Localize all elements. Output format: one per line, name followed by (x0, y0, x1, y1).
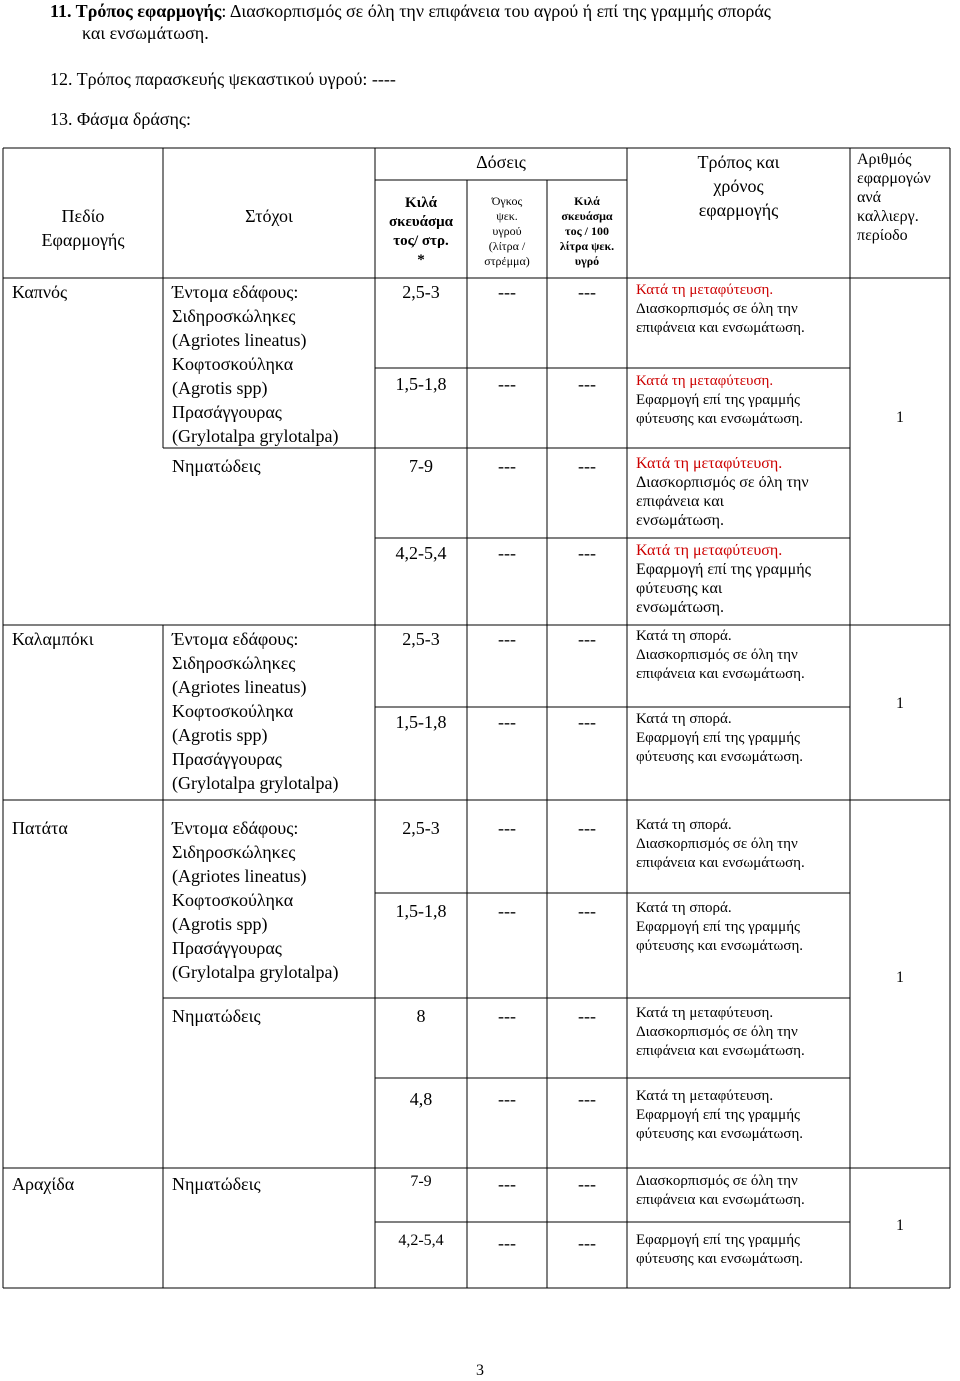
dose-volume: --- (498, 374, 516, 394)
method-line: Εφαρμογή επί της γραμμής (636, 561, 811, 578)
header-kg100 (547, 194, 627, 269)
dose-kg: 1,5-1,8 (395, 374, 447, 394)
header-kg-l3: τος/ στρ. (393, 233, 449, 249)
crop-tobacco: Καπνός (12, 282, 68, 302)
method-line: φύτευσης και ενσωμάτωση. (636, 411, 804, 427)
dose-kg100: --- (578, 712, 596, 732)
dose-volume: --- (498, 712, 516, 732)
method-line: Κατά τη μεταφύτευση. (636, 1088, 774, 1104)
dose-volume: --- (498, 901, 516, 921)
header-kg100-l1: Κιλά (574, 194, 600, 208)
method-line: επιφάνεια και ενσωμάτωση. (636, 1043, 805, 1059)
header-field-line1: Πεδίο (61, 206, 105, 226)
method-line: Κατά τη σπορά. (636, 817, 732, 833)
header-volume (467, 194, 547, 269)
pest-l4: Κοφτοσκούληκα (172, 701, 294, 721)
dose-kg: 1,5-1,8 (395, 901, 447, 921)
targets-potato (172, 816, 338, 984)
pest-l5: (Agrotis spp) (172, 378, 268, 398)
pest-l1: Έντομα εδάφους: (172, 282, 299, 302)
dose-kg: 2,5-3 (402, 282, 440, 302)
header-field-line2: Εφαρμογής (41, 230, 125, 250)
pest-l2: Σιδηροσκώληκες (172, 653, 296, 673)
method-line: Κατά τη σπορά. (636, 628, 732, 644)
dose-volume: --- (498, 1233, 516, 1253)
dose-kg100: --- (578, 456, 596, 476)
crop-potato: Πατάτα (12, 818, 68, 838)
dose-kg: 7-9 (410, 1173, 432, 1190)
method-line: επιφάνεια και ενσωμάτωση. (636, 320, 805, 336)
header-count-l5: περίοδο (857, 227, 908, 244)
header-count-l1: Αριθμός (857, 151, 912, 168)
method-cell (636, 541, 811, 617)
dose-volume: --- (498, 456, 516, 476)
dose-volume: --- (498, 282, 516, 302)
method-cell (636, 281, 805, 338)
header-volume-l4: (λίτρα / (488, 239, 526, 253)
method-cell (636, 454, 809, 530)
pest-l2: Σιδηροσκώληκες (172, 842, 296, 862)
method-line: φύτευσης και ενσωμάτωση. (636, 938, 804, 954)
pest-l6: Πρασάγγουρας (172, 938, 282, 958)
section-13: 13. Φάσμα δράσης: (50, 109, 192, 129)
count-corn: 1 (896, 695, 904, 712)
method-line: Εφαρμογή επί της γραμμής (636, 1107, 800, 1123)
method-line: φύτευσης και (636, 580, 723, 597)
method-line: φύτευσης και ενσωμάτωση. (636, 749, 804, 765)
dose-volume: --- (498, 629, 516, 649)
crop-corn: Καλαμπόκι (12, 629, 94, 649)
method-line: Κατά τη μεταφύτευση. (636, 373, 774, 389)
dose-volume: --- (498, 1006, 516, 1026)
pest-l6: Πρασάγγουρας (172, 749, 282, 769)
pest-l7: (Grylotalpa grylotalpa) (172, 426, 339, 446)
method-line: ενσωμάτωση. (636, 512, 725, 529)
dose-kg100: --- (578, 1174, 596, 1194)
pest-l3: (Agriotes lineatus) (172, 866, 307, 886)
method-line: Κατά τη μεταφύτευση. (636, 542, 783, 559)
pest-l1: Έντομα εδάφους: (172, 629, 299, 649)
method-line: Κατά τη σπορά. (636, 900, 732, 916)
header-kg-l4: * (417, 252, 425, 268)
method-line: φύτευσης και ενσωμάτωση. (636, 1251, 804, 1267)
method-line: Διασκορπισμός σε όλη την (636, 836, 798, 852)
header-targets: Στόχοι (245, 206, 293, 226)
dose-kg: 4,2-5,4 (395, 543, 447, 563)
method-cell (636, 372, 803, 429)
pest-l5: (Agrotis spp) (172, 914, 268, 934)
method-cell (636, 816, 805, 873)
section-12-label: 12. Τρόπος παρασκευής ψεκαστικού υγρού: (50, 69, 368, 89)
method-line: ενσωμάτωση. (636, 599, 725, 616)
header-field (3, 204, 163, 252)
method-line: Εφαρμογή επί της γραμμής (636, 730, 800, 746)
header-count-l3: ανά (857, 189, 881, 206)
header-count-l4: καλλιεργ. (857, 208, 919, 225)
dose-kg100: --- (578, 818, 596, 838)
dose-kg: 4,8 (409, 1089, 433, 1109)
dose-kg100: --- (578, 1089, 596, 1109)
method-cell (636, 627, 805, 684)
section-12-value: ---- (371, 69, 396, 89)
header-kg100-l3: τος / 100 (565, 224, 609, 238)
dose-kg100: --- (578, 1006, 596, 1026)
method-line: Κατά τη μεταφύτευση. (636, 282, 774, 298)
dose-volume: --- (498, 1089, 516, 1109)
section-11-label: 11. Τρόπος εφαρμογής (50, 1, 222, 21)
pest-l2: Σιδηροσκώληκες (172, 306, 296, 326)
header-volume-l2: ψεκ. (496, 209, 518, 223)
method-line: φύτευσης και ενσωμάτωση. (636, 1126, 804, 1142)
header-method (627, 150, 850, 222)
targets-peanut-nematodes: Νηματώδεις (172, 1174, 261, 1194)
section-11-cont: και ενσωμάτωση. (82, 23, 209, 43)
pest-l3: (Agriotes lineatus) (172, 330, 307, 350)
dose-volume: --- (498, 1174, 516, 1194)
header-kg (375, 194, 467, 270)
dose-kg: 8 (416, 1006, 426, 1026)
dose-kg: 4,2-5,4 (398, 1232, 444, 1249)
pest-l5: (Agrotis spp) (172, 725, 268, 745)
dose-kg100: --- (578, 282, 596, 302)
pest-l4: Κοφτοσκούληκα (172, 890, 294, 910)
method-line: Εφαρμογή επί της γραμμής (636, 1232, 800, 1248)
pest-l4: Κοφτοσκούληκα (172, 354, 294, 374)
dose-kg: 7-9 (409, 456, 433, 476)
method-cell (636, 1172, 805, 1210)
count-potato: 1 (896, 969, 904, 986)
count-peanut: 1 (896, 1217, 904, 1234)
pest-l3: (Agriotes lineatus) (172, 677, 307, 697)
targets-potato-nematodes: Νηματώδεις (172, 1006, 261, 1026)
header-kg100-l5: υγρό (574, 254, 600, 268)
header-count-l2: εφαρμογών (857, 170, 931, 187)
pest-l7: (Grylotalpa grylotalpa) (172, 773, 339, 793)
page-number: 3 (476, 1362, 484, 1379)
method-line: Διασκορπισμός σε όλη την (636, 1173, 798, 1189)
method-line: επιφάνεια και ενσωμάτωση. (636, 666, 805, 682)
dose-kg100: --- (578, 1233, 596, 1253)
header-method-l3: εφαρμογής (698, 200, 779, 220)
dose-volume: --- (498, 543, 516, 563)
dose-kg: 2,5-3 (402, 629, 440, 649)
method-line: επιφάνεια και (636, 493, 724, 510)
method-line: Διασκορπισμός σε όλη την (636, 474, 809, 491)
method-line: Κατά τη σπορά. (636, 711, 732, 727)
header-volume-l3: υγρού (492, 224, 522, 238)
pest-l6: Πρασάγγουρας (172, 402, 282, 422)
header-doses: Δόσεις (476, 152, 526, 172)
header-method-l2: χρόνος (713, 176, 764, 196)
method-line: επιφάνεια και ενσωμάτωση. (636, 855, 805, 871)
header-kg100-l2: σκευάσμα (561, 209, 613, 223)
dose-kg100: --- (578, 629, 596, 649)
method-cell (636, 1231, 803, 1269)
targets-tobacco (172, 280, 338, 448)
method-line: Κατά τη μεταφύτευση. (636, 1005, 774, 1021)
method-line: Διασκορπισμός σε όλη την (636, 1024, 798, 1040)
dose-kg: 1,5-1,8 (395, 712, 447, 732)
method-cell (636, 1004, 805, 1061)
method-line: Διασκορπισμός σε όλη την (636, 647, 798, 663)
method-cell (636, 899, 803, 956)
method-line: Εφαρμογή επί της γραμμής (636, 919, 800, 935)
pest-l7: (Grylotalpa grylotalpa) (172, 962, 339, 982)
targets-corn (172, 627, 338, 795)
header-kg-l2: σκευάσμα (388, 214, 454, 230)
method-cell (636, 1087, 803, 1144)
dose-kg100: --- (578, 543, 596, 563)
method-line: επιφάνεια και ενσωμάτωση. (636, 1192, 805, 1208)
method-cell (636, 710, 803, 767)
header-count (857, 150, 931, 245)
pest-l1: Έντομα εδάφους: (172, 818, 299, 838)
header-kg-l1: Κιλά (404, 195, 438, 211)
dose-kg100: --- (578, 374, 596, 394)
header-method-l1: Τρόπος και (697, 152, 780, 172)
count-tobacco: 1 (896, 409, 904, 426)
method-line: Εφαρμογή επί της γραμμής (636, 392, 800, 408)
method-line: Διασκορπισμός σε όλη την (636, 301, 798, 317)
method-line: Κατά τη μεταφύτευση. (636, 455, 783, 472)
crop-peanut: Αραχίδα (12, 1174, 75, 1194)
dose-volume: --- (498, 818, 516, 838)
header-volume-l1: Όγκος (491, 194, 523, 208)
section-11-text: : Διασκορπισμός σε όλη την επιφάνεια του αγρού ή επί της γραμμής σποράς (221, 1, 771, 21)
targets-tobacco-nematodes: Νηματώδεις (172, 456, 261, 476)
dose-kg100: --- (578, 901, 596, 921)
header-kg100-l4: λίτρα ψεκ. (559, 239, 615, 253)
dose-kg: 2,5-3 (402, 818, 440, 838)
header-volume-l5: στρέμμα) (484, 254, 530, 268)
